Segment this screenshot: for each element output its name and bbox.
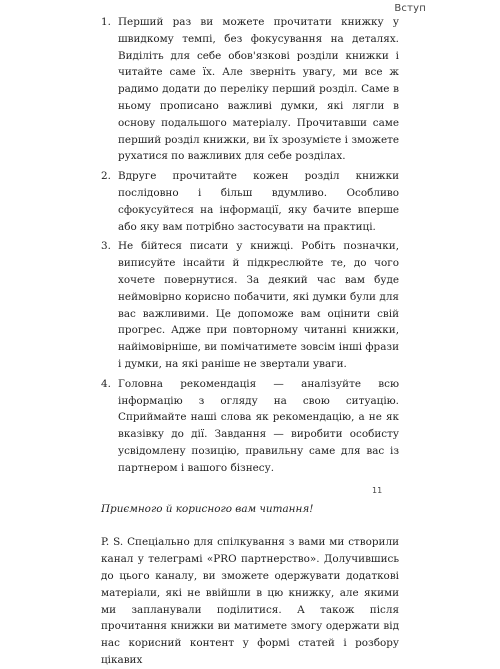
list-item-number: 3. xyxy=(101,240,111,253)
list-item-number: 1. xyxy=(101,16,111,28)
page-number: 11 xyxy=(372,486,383,495)
section-header: Вступ xyxy=(394,3,426,14)
list-item-text: Перший раз ви можете прочитати книжку у швидкому темпі, без фокусування на деталях. Виділіть для себе обов'язкові розділи книжки і читайте саме їх. Але зверніть увагу, ми все ж радимо додати до переліку перший розділ. Саме в ньому прописано важливі думки, які лягли в основу подальшого матеріалу. Прочитавши саме перший розділ книжки, ви їх зрозумієте і зможете рухатися по важливих для себе розділах. xyxy=(118,16,399,163)
list-item xyxy=(101,14,399,165)
postscript-paragraph: P. S. Спеціально для спілкування з вами ми створили канал у телеграмі «PRO партнерство». Долучившись до цього каналу, ви зможете одержувати додаткові матеріали, які не ввійшли в цю книжку, але якими ми запланували поділитися. А також після прочитання книжки ви матимете змогу одержати від нас корисний контент у формі статей і розбору цікавих xyxy=(101,536,399,666)
reading-tips-list xyxy=(101,14,399,477)
list-item-number: 4. xyxy=(101,377,111,390)
closing-wish: Приємного й корисного вам читання! xyxy=(101,502,314,515)
list-item-number: 2. xyxy=(101,170,111,183)
list-item-text: Вдруге прочитайте кожен розділ книжки послідовно і більш вдумливо. Особливо сфокусуйтеся на інформації, яку бачите вперше або яку вам потрібно застосувати на практиці. xyxy=(118,170,399,233)
list-item xyxy=(101,238,399,372)
page-body xyxy=(101,14,399,669)
list-item xyxy=(101,168,399,235)
list-item-text: Не бійтеся писати у книжці. Робіть позначки, виписуйте інсайти й підкреслюйте те, до чого хочете повернутися. За деякий час вам буде неймовірно корисно побачити, які думки були для вас важливими. Це допоможе вам оцінити свій прогрес. Адже при повторному читанні книжки, найімовірніше, ви помічатимете зовсім інші фрази і думки, на які раніше не звертали уваги. xyxy=(118,240,399,370)
list-item-text: Головна рекомендація — аналізуйте всю інформацію з огляду на свою ситуацію. Сприймайте наші слова як рекомендацію, а не як вказівку до дії. Завдання — виробити особисту усвідомлену позицію, правильну саме для вас із партнером і вашого бізнесу. xyxy=(118,377,399,474)
list-item xyxy=(101,376,399,477)
